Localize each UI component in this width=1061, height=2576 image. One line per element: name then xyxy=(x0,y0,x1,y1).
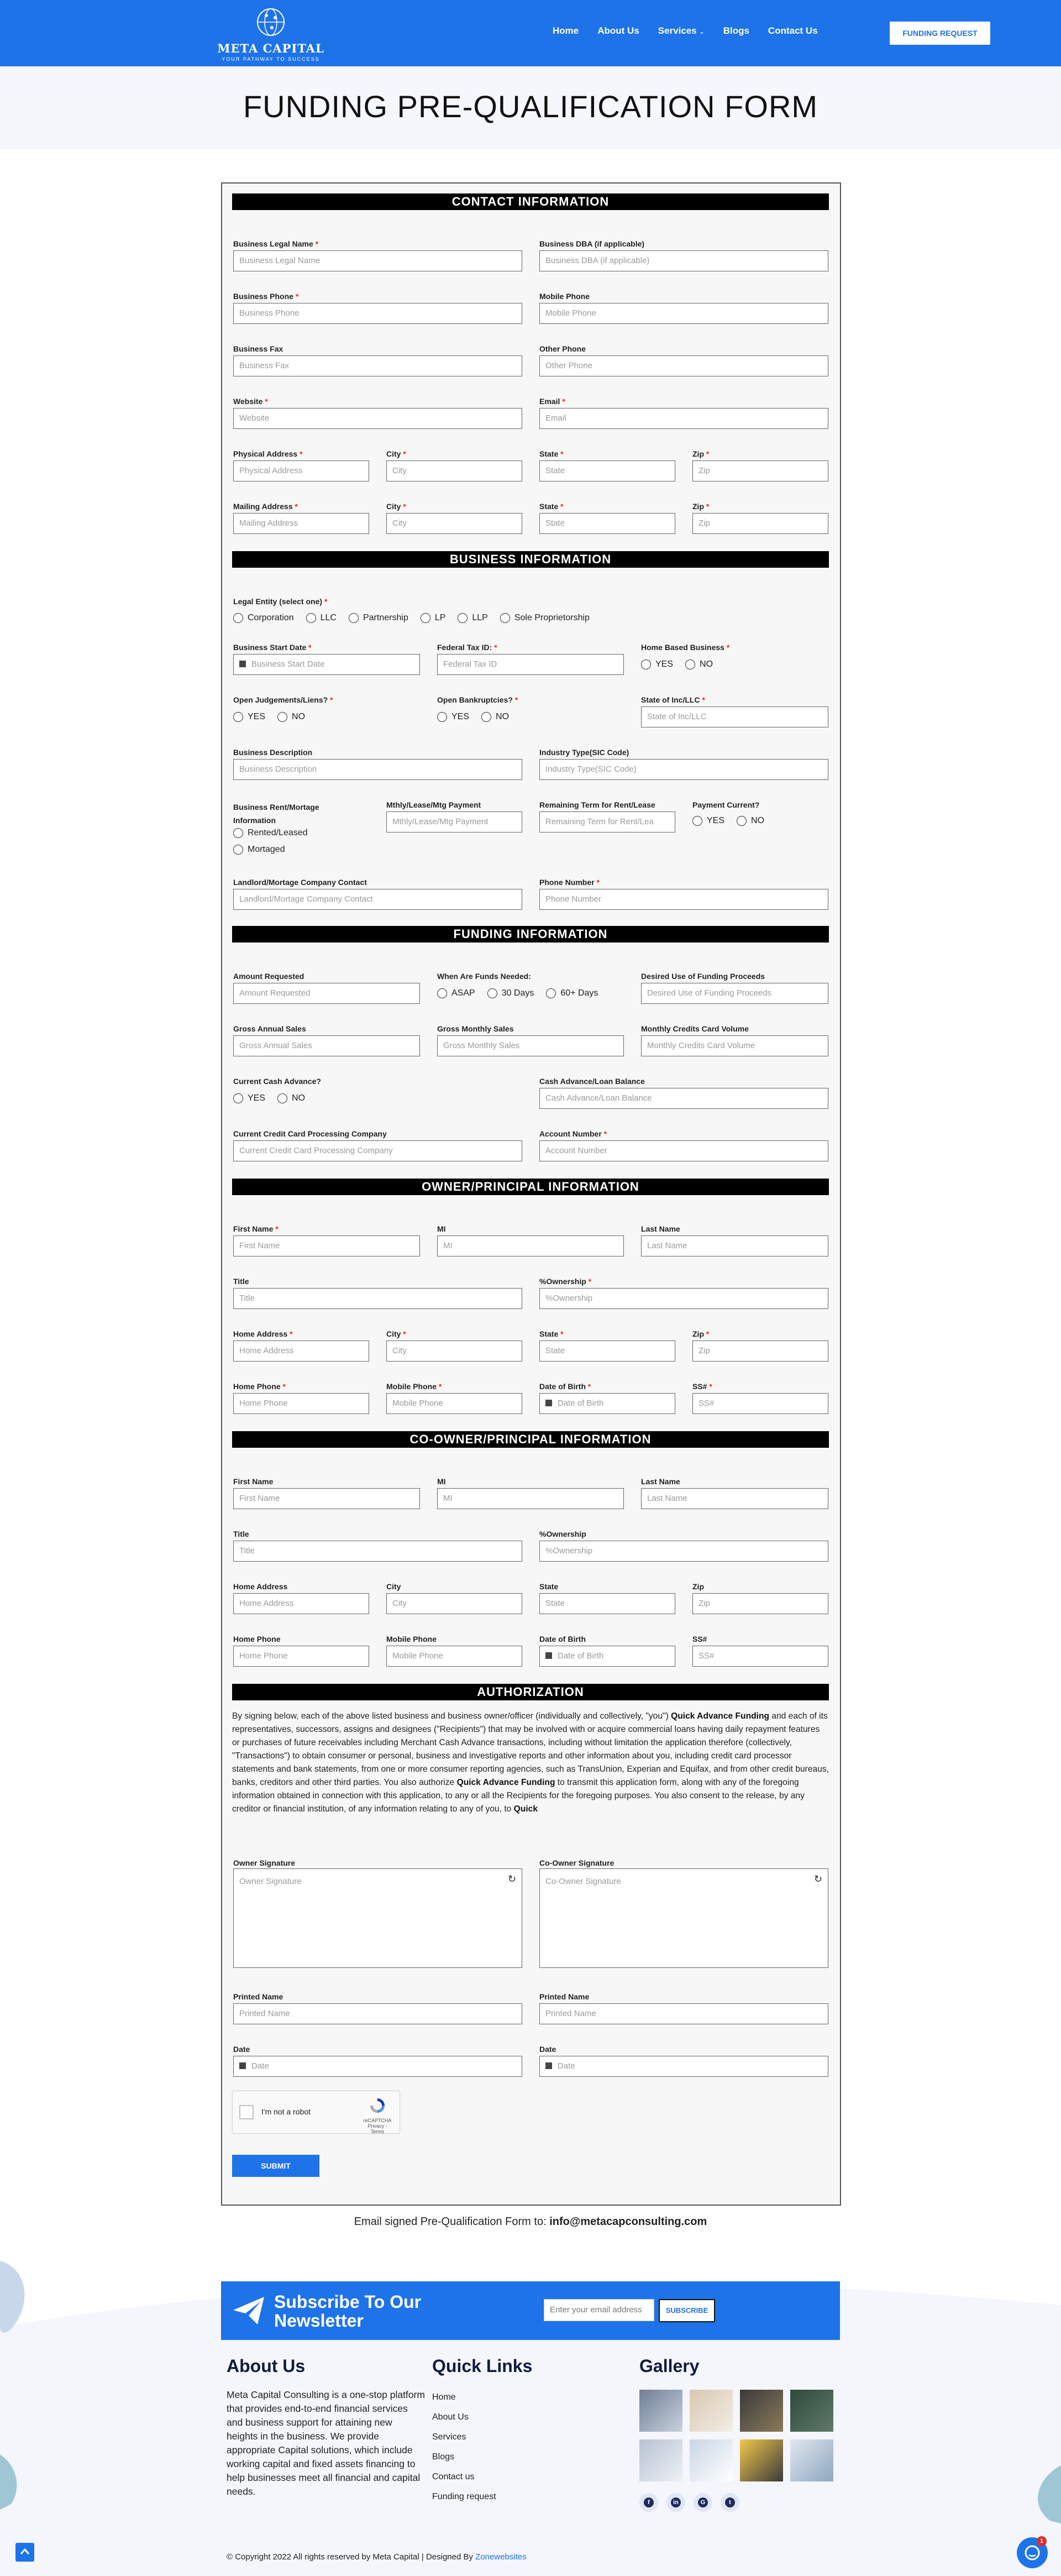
processor-label: Current Credit Card Processing Company xyxy=(233,1129,387,1138)
section-owner-heading: OWNER/PRINCIPAL INFORMATION xyxy=(232,1179,829,1195)
when-radios xyxy=(437,988,598,998)
coowner-printed-name-label: Printed Name xyxy=(539,1992,590,2001)
judgements-label: Open Judgements/Liens? * xyxy=(233,695,333,704)
legal-entity-label: Legal Entity (select one) * xyxy=(233,597,328,606)
owner-zip-input[interactable]: Zip xyxy=(692,1341,828,1362)
rent-label: Business Rent/Mortage Information xyxy=(233,803,319,825)
cc-volume-input[interactable]: Monthly Credits Card Volume xyxy=(641,1035,828,1056)
nav-services-label: Services xyxy=(658,25,697,36)
payment-current-label: Payment Current? xyxy=(692,800,760,809)
physical-address-label: Physical Address * xyxy=(233,449,303,458)
calendar-icon xyxy=(545,1400,552,1406)
nav-blogs[interactable]: Blogs xyxy=(723,25,749,36)
current-advance-label: Current Cash Advance? xyxy=(233,1077,321,1086)
owner-address-label: Home Address * xyxy=(233,1329,293,1338)
nav-contact[interactable]: Contact Us xyxy=(768,25,818,36)
coowner-first-label: First Name xyxy=(233,1477,274,1486)
owner-date-label: Date xyxy=(233,2045,250,2054)
mailing-city-input[interactable]: City xyxy=(386,513,522,534)
twitter-icon[interactable]: t xyxy=(721,2493,739,2512)
zip-label: Zip * xyxy=(692,449,710,458)
page-title: FUNDING PRE-QUALIFICATION FORM xyxy=(243,89,818,124)
recaptcha-widget xyxy=(232,2091,400,2134)
coowner-dob-input[interactable]: Date of Birth xyxy=(539,1646,675,1667)
tax-id-label: Federal Tax ID: * xyxy=(437,643,497,652)
coowner-ssn-label: SS# xyxy=(692,1635,707,1643)
coowner-ownership-input[interactable]: %Ownership xyxy=(539,1541,828,1562)
recaptcha-brand: reCAPTCHA xyxy=(363,2118,392,2123)
recaptcha-links[interactable]: Privacy - Terms xyxy=(367,2123,387,2134)
entity-sole-prop-radio[interactable]: Sole Proprietorship xyxy=(500,613,590,623)
home-based-yes-radio[interactable]: YES xyxy=(641,659,673,669)
zip-input[interactable]: Zip xyxy=(692,460,828,481)
owner-title-input[interactable]: Title xyxy=(233,1288,522,1309)
recaptcha-icon xyxy=(369,2097,386,2114)
globe-logo-icon xyxy=(255,7,286,38)
mailing-city-label: City * xyxy=(386,502,406,511)
submit-button[interactable]: SUBMIT xyxy=(232,2155,319,2177)
coowner-zip-label: Zip xyxy=(692,1582,704,1591)
newsletter-email-input[interactable]: Enter your email address xyxy=(544,2299,654,2321)
landlord-phone-label: Phone Number * xyxy=(539,878,600,887)
gallery-image[interactable] xyxy=(740,2390,783,2432)
payment-label: Mthly/Lease/Mtg Payment xyxy=(386,800,481,809)
rent-mortaged-radio[interactable]: Mortaged xyxy=(233,845,308,855)
footer-gallery-title: Gallery xyxy=(639,2356,700,2376)
judgements-radios xyxy=(233,712,305,722)
owner-first-input[interactable]: First Name xyxy=(233,1235,420,1256)
nav-home[interactable]: Home xyxy=(553,25,579,36)
home-based-label: Home Based Business * xyxy=(641,643,730,652)
when-label: When Are Funds Needed: xyxy=(437,972,531,981)
recaptcha-checkbox[interactable] xyxy=(239,2105,254,2119)
section-business-heading: BUSINESS INFORMATION xyxy=(232,551,829,568)
logo-tagline: YOUR PATHWAY TO SUCCESS xyxy=(222,56,320,62)
tax-id-input[interactable]: Federal Tax ID xyxy=(437,654,624,675)
coowner-mobile-input[interactable]: Mobile Phone xyxy=(386,1646,522,1667)
owner-dob-label: Date of Birth * xyxy=(539,1382,591,1391)
state-label: State * xyxy=(539,449,564,458)
entity-lp-radio[interactable]: LP xyxy=(421,613,446,623)
current-advance-radios xyxy=(233,1093,305,1103)
linkedin-icon[interactable]: in xyxy=(666,2493,685,2512)
coowner-title-label: Title xyxy=(233,1530,249,1538)
account-label: Account Number * xyxy=(539,1129,607,1138)
bankruptcies-label: Open Bankruptcies? * xyxy=(437,695,518,704)
state-inc-input[interactable]: State of Inc/LLC xyxy=(641,706,828,727)
owner-mi-input[interactable]: MI xyxy=(437,1235,624,1256)
facebook-icon[interactable]: f xyxy=(639,2493,658,2512)
chat-widget-button[interactable] xyxy=(1017,2537,1048,2568)
entity-partnership-radio[interactable]: Partnership xyxy=(349,613,408,623)
owner-last-label: Last Name xyxy=(641,1224,680,1233)
when-asap-radio[interactable]: ASAP xyxy=(437,988,475,998)
owner-ssn-input[interactable]: SS# xyxy=(692,1393,828,1414)
scroll-to-top-button[interactable] xyxy=(15,2543,34,2562)
gross-monthly-label: Gross Monthly Sales xyxy=(437,1024,514,1033)
section-authorization-heading: AUTHORIZATION xyxy=(232,1684,829,1700)
recaptcha-badge xyxy=(361,2097,394,2134)
landlord-input[interactable]: Landlord/Mortage Company Contact xyxy=(233,889,522,910)
legal-name-input[interactable]: Business Legal Name xyxy=(233,250,522,271)
chat-unread-badge: 1 xyxy=(1037,2536,1047,2546)
coowner-zip-input[interactable]: Zip xyxy=(692,1593,828,1614)
email-instruction: Email signed Pre-Qualification Form to: info@metacapconsulting.com xyxy=(354,2216,707,2228)
contact-email-link[interactable]: info@metacapconsulting.com xyxy=(549,2216,707,2228)
cc-volume-label: Monthly Credits Card Volume xyxy=(641,1024,749,1033)
coowner-mobile-label: Mobile Phone xyxy=(386,1635,437,1643)
owner-printed-name-input[interactable]: Printed Name xyxy=(233,2003,522,2024)
owner-dob-input[interactable]: Date of Birth xyxy=(539,1393,675,1414)
state-inc-label: State of Inc/LLC * xyxy=(641,695,705,704)
owner-last-input[interactable]: Last Name xyxy=(641,1235,828,1256)
owner-title-label: Title xyxy=(233,1277,249,1286)
payment-current-yes-radio[interactable]: YES xyxy=(692,816,724,826)
owner-first-label: First Name * xyxy=(233,1224,279,1233)
gallery-image[interactable] xyxy=(690,2390,733,2432)
coowner-state-label: State xyxy=(539,1582,559,1591)
bankruptcies-yes-radio[interactable]: YES xyxy=(437,712,469,722)
recaptcha-label: I'm not a robot xyxy=(261,2107,311,2116)
when-30-days-radio[interactable]: 30 Days xyxy=(487,988,534,998)
landlord-phone-input[interactable]: Phone Number xyxy=(539,889,828,910)
remaining-label: Remaining Term for Rent/Lease xyxy=(539,800,655,809)
remaining-input[interactable]: Remaining Term for Rent/Lea xyxy=(539,811,675,833)
mobile-phone-input[interactable]: Mobile Phone xyxy=(539,303,828,324)
coowner-printed-name-input[interactable]: Printed Name xyxy=(539,2003,828,2024)
mailing-state-input[interactable]: State xyxy=(539,513,675,534)
owner-signature-placeholder: Owner Signature xyxy=(239,1877,302,1886)
payment-input[interactable]: Mthly/Lease/Mtg Payment xyxy=(386,811,522,833)
amount-label: Amount Requested xyxy=(233,972,304,981)
coowner-signature-pad[interactable] xyxy=(539,1868,828,1968)
state-input[interactable]: State xyxy=(539,460,675,481)
gallery-image[interactable] xyxy=(639,2439,682,2481)
owner-date-input[interactable]: Date xyxy=(233,2056,522,2077)
owner-ssn-label: SS# * xyxy=(692,1382,712,1391)
calendar-icon xyxy=(239,2062,246,2069)
owner-mobile-label: Mobile Phone * xyxy=(386,1382,442,1391)
authorization-text: By signing below, each of the above listed business and business owner/officer (individually and collectively, "you") Quick Advance Funding and each of its representatives, successors, assigns and designees ("Recipients") that may be involved with or acquire commercial loans having daily repayment features or purchases of future receivables including Merchant Cash Advance transactions, including without limitation the application therefore (collectively, "Transactions") to obtain consumer or personal, business and investigative reports and other information about you, including credit card processor statements and bank statements, from one or more consumer reporting agencies, such as TransUnion, Experian and Equifax, and from other credit bureaus, banks, creditors and other third parties. You also authorize Quick Advance Funding to transmit this application form, along with any of the foregoing information obtained in connection with this application, to any or all the Recipients for the foregoing purposes. You also consent to the release, by any creditor or financial institution, of any information relating to any of you, to Quick xyxy=(232,1711,829,1814)
coowner-state-input[interactable]: State xyxy=(539,1593,675,1614)
business-phone-label: Business Phone * xyxy=(233,292,299,301)
start-date-label: Business Start Date * xyxy=(233,643,312,652)
footer-link-about[interactable]: About Us xyxy=(432,2412,469,2422)
use-label: Desired Use of Funding Proceeds xyxy=(641,972,765,981)
coowner-dob-label: Date of Birth xyxy=(539,1635,586,1643)
dba-input[interactable]: Business DBA (if applicable) xyxy=(539,250,828,271)
gallery-image[interactable] xyxy=(790,2439,833,2481)
top-navbar xyxy=(0,0,1061,66)
email-input[interactable]: Email xyxy=(539,408,828,429)
city-input[interactable]: City xyxy=(386,460,522,481)
footer-link-funding[interactable]: Funding request xyxy=(432,2492,496,2501)
website-label: Website * xyxy=(233,397,268,406)
main-nav xyxy=(553,25,818,36)
other-phone-label: Other Phone xyxy=(539,344,586,353)
other-phone-input[interactable]: Other Phone xyxy=(539,355,828,376)
owner-city-input[interactable]: City xyxy=(386,1341,522,1362)
mobile-phone-label: Mobile Phone xyxy=(539,292,590,301)
owner-state-input[interactable]: State xyxy=(539,1341,675,1362)
subscribe-button[interactable]: SUBSCRIBE xyxy=(659,2299,715,2322)
footer-link-contact[interactable]: Contact us xyxy=(432,2472,475,2481)
judgements-yes-radio[interactable]: YES xyxy=(233,712,265,722)
judgements-no-radio[interactable]: NO xyxy=(277,712,305,722)
arrow-up-icon xyxy=(15,2543,34,2562)
coowner-first-input[interactable]: First Name xyxy=(233,1488,420,1509)
physical-address-input[interactable]: Physical Address xyxy=(233,460,369,481)
coowner-date-label: Date xyxy=(539,2045,556,2054)
landlord-label: Landlord/Mortage Company Contact xyxy=(233,878,367,887)
coowner-ownership-label: %Ownership xyxy=(539,1530,586,1538)
entity-llp-radio[interactable]: LLP xyxy=(458,613,487,623)
business-fax-input[interactable]: Business Fax xyxy=(233,355,522,376)
refresh-icon[interactable]: ↻ xyxy=(507,1873,516,1884)
payment-current-no-radio[interactable]: NO xyxy=(737,816,764,826)
coowner-mi-input[interactable]: MI xyxy=(437,1488,624,1509)
legal-entity-radios xyxy=(233,613,590,623)
owner-city-label: City * xyxy=(386,1329,406,1338)
start-date-input[interactable]: Business Start Date xyxy=(233,654,420,675)
paper-plane-icon xyxy=(232,2296,265,2326)
home-based-radios xyxy=(641,659,713,669)
owner-ownership-input[interactable]: %Ownership xyxy=(539,1288,828,1309)
rent-rented-radio[interactable]: Rented/Leased xyxy=(233,828,308,838)
owner-state-label: State * xyxy=(539,1329,564,1338)
coowner-title-input[interactable]: Title xyxy=(233,1541,522,1562)
processor-input[interactable]: Current Credit Card Processing Company xyxy=(233,1140,522,1161)
coowner-city-label: City xyxy=(386,1582,401,1591)
nav-services[interactable] xyxy=(658,25,705,36)
brand-logo[interactable] xyxy=(216,4,326,62)
gallery-image[interactable] xyxy=(740,2439,783,2481)
coowner-address-input[interactable]: Home Address xyxy=(233,1593,369,1614)
coowner-last-label: Last Name xyxy=(641,1477,680,1486)
footer-links-title: Quick Links xyxy=(432,2356,533,2376)
refresh-icon[interactable]: ↻ xyxy=(813,1873,822,1884)
calendar-icon xyxy=(239,661,246,667)
owner-home-phone-input[interactable]: Home Phone xyxy=(233,1393,369,1414)
funding-request-button[interactable]: FUNDING REQUEST xyxy=(890,22,990,45)
designer-link[interactable]: Zonewebsites xyxy=(475,2552,527,2562)
calendar-icon xyxy=(545,1652,552,1659)
copyright-text: © Copyright 2022 All rights reserved by Meta Capital | Designed By Zonewebsites xyxy=(227,2552,527,2562)
coowner-ssn-input[interactable]: SS# xyxy=(692,1646,828,1667)
footer-about-text: Meta Capital Consulting is a one-stop platform that provides end-to-end financial services and business support for attaining new heights in the business. We provide appropriate Capital solutions, which include working capital and fixed assets financing to help businesses meet all financial and capital needs. xyxy=(227,2389,425,2497)
owner-address-input[interactable]: Home Address xyxy=(233,1341,369,1362)
home-based-no-radio[interactable]: NO xyxy=(685,659,713,669)
when-60-days-radio[interactable]: 60+ Days xyxy=(546,988,598,998)
mailing-address-input[interactable]: Mailing Address xyxy=(233,513,369,534)
use-input[interactable]: Desired Use of Funding Proceeds xyxy=(641,983,828,1004)
gross-annual-input[interactable]: Gross Annual Sales xyxy=(233,1035,420,1056)
industry-label: Industry Type(SIC Code) xyxy=(539,748,629,757)
footer-link-services[interactable]: Services xyxy=(432,2432,466,2442)
website-input[interactable]: Website xyxy=(233,408,522,429)
bankruptcies-no-radio[interactable]: NO xyxy=(481,712,509,722)
balance-label: Cash Advance/Loan Balance xyxy=(539,1077,645,1086)
owner-printed-name-label: Printed Name xyxy=(233,1992,283,2001)
newsletter-banner xyxy=(221,2281,840,2340)
gallery-image[interactable] xyxy=(790,2390,833,2432)
owner-home-phone-label: Home Phone * xyxy=(233,1382,286,1391)
mailing-address-label: Mailing Address * xyxy=(233,502,298,511)
section-contact-heading: CONTACT INFORMATION xyxy=(232,193,829,210)
amount-input[interactable]: Amount Requested xyxy=(233,983,420,1004)
description-label: Business Description xyxy=(233,748,313,757)
coowner-signature-label: Co-Owner Signature xyxy=(539,1858,614,1867)
business-fax-label: Business Fax xyxy=(233,344,283,353)
owner-signature-label: Owner Signature xyxy=(233,1858,296,1867)
current-advance-no-radio[interactable]: NO xyxy=(277,1093,305,1103)
newsletter-title: Subscribe To Our Newsletter xyxy=(274,2292,422,2331)
owner-mi-label: MI xyxy=(437,1224,446,1233)
business-phone-input[interactable]: Business Phone xyxy=(233,303,522,324)
mailing-zip-input[interactable]: Zip xyxy=(692,513,828,534)
coowner-mi-label: MI xyxy=(437,1477,446,1486)
description-input[interactable]: Business Description xyxy=(233,759,522,780)
google-icon[interactable]: G xyxy=(694,2493,712,2512)
mailing-zip-label: Zip * xyxy=(692,502,710,511)
industry-input[interactable]: Industry Type(SIC Code) xyxy=(539,759,828,780)
coowner-signature-placeholder: Co-Owner Signature xyxy=(545,1877,621,1886)
dba-label: Business DBA (if applicable) xyxy=(539,239,645,248)
footer-link-blogs[interactable]: Blogs xyxy=(432,2452,455,2462)
balance-input[interactable]: Cash Advance/Loan Balance xyxy=(539,1088,828,1109)
calendar-icon xyxy=(545,2062,552,2069)
coowner-city-input[interactable]: City xyxy=(386,1593,522,1614)
owner-ownership-label: %Ownership * xyxy=(539,1277,592,1286)
logo-name: META CAPITAL xyxy=(217,41,324,55)
gallery-image[interactable] xyxy=(690,2439,733,2481)
section-coowner-heading: CO-OWNER/PRINCIPAL INFORMATION xyxy=(232,1431,829,1448)
gross-monthly-input[interactable]: Gross Monthly Sales xyxy=(437,1035,624,1056)
mailing-state-label: State * xyxy=(539,502,564,511)
current-advance-yes-radio[interactable]: YES xyxy=(233,1093,265,1103)
legal-name-label: Business Legal Name * xyxy=(233,239,319,248)
footer-about-title: About Us xyxy=(227,2356,306,2376)
chevron-down-icon: ⌄ xyxy=(699,29,705,35)
bankruptcies-radios xyxy=(437,712,509,722)
coowner-address-label: Home Address xyxy=(233,1582,288,1591)
coowner-home-phone-label: Home Phone xyxy=(233,1635,281,1643)
account-input[interactable]: Account Number xyxy=(539,1140,828,1161)
owner-zip-label: Zip * xyxy=(692,1329,710,1338)
entity-llc-radio[interactable]: LLC xyxy=(306,613,337,623)
nav-about[interactable]: About Us xyxy=(597,25,639,36)
gross-annual-label: Gross Annual Sales xyxy=(233,1024,306,1033)
entity-corporation-radio[interactable]: Corporation xyxy=(233,613,294,623)
city-label: City * xyxy=(386,449,406,458)
owner-signature-pad[interactable] xyxy=(233,1868,522,1968)
gallery-image[interactable] xyxy=(639,2390,682,2432)
coowner-last-input[interactable]: Last Name xyxy=(641,1488,828,1509)
owner-mobile-input[interactable]: Mobile Phone xyxy=(386,1393,522,1414)
footer-link-home[interactable]: Home xyxy=(432,2392,456,2402)
payment-current-radios xyxy=(692,816,764,826)
section-funding-heading: FUNDING INFORMATION xyxy=(232,926,829,943)
email-label: Email * xyxy=(539,397,565,406)
rent-radios xyxy=(233,828,308,855)
coowner-home-phone-input[interactable]: Home Phone xyxy=(233,1646,369,1667)
coowner-date-input[interactable]: Date xyxy=(539,2056,828,2077)
